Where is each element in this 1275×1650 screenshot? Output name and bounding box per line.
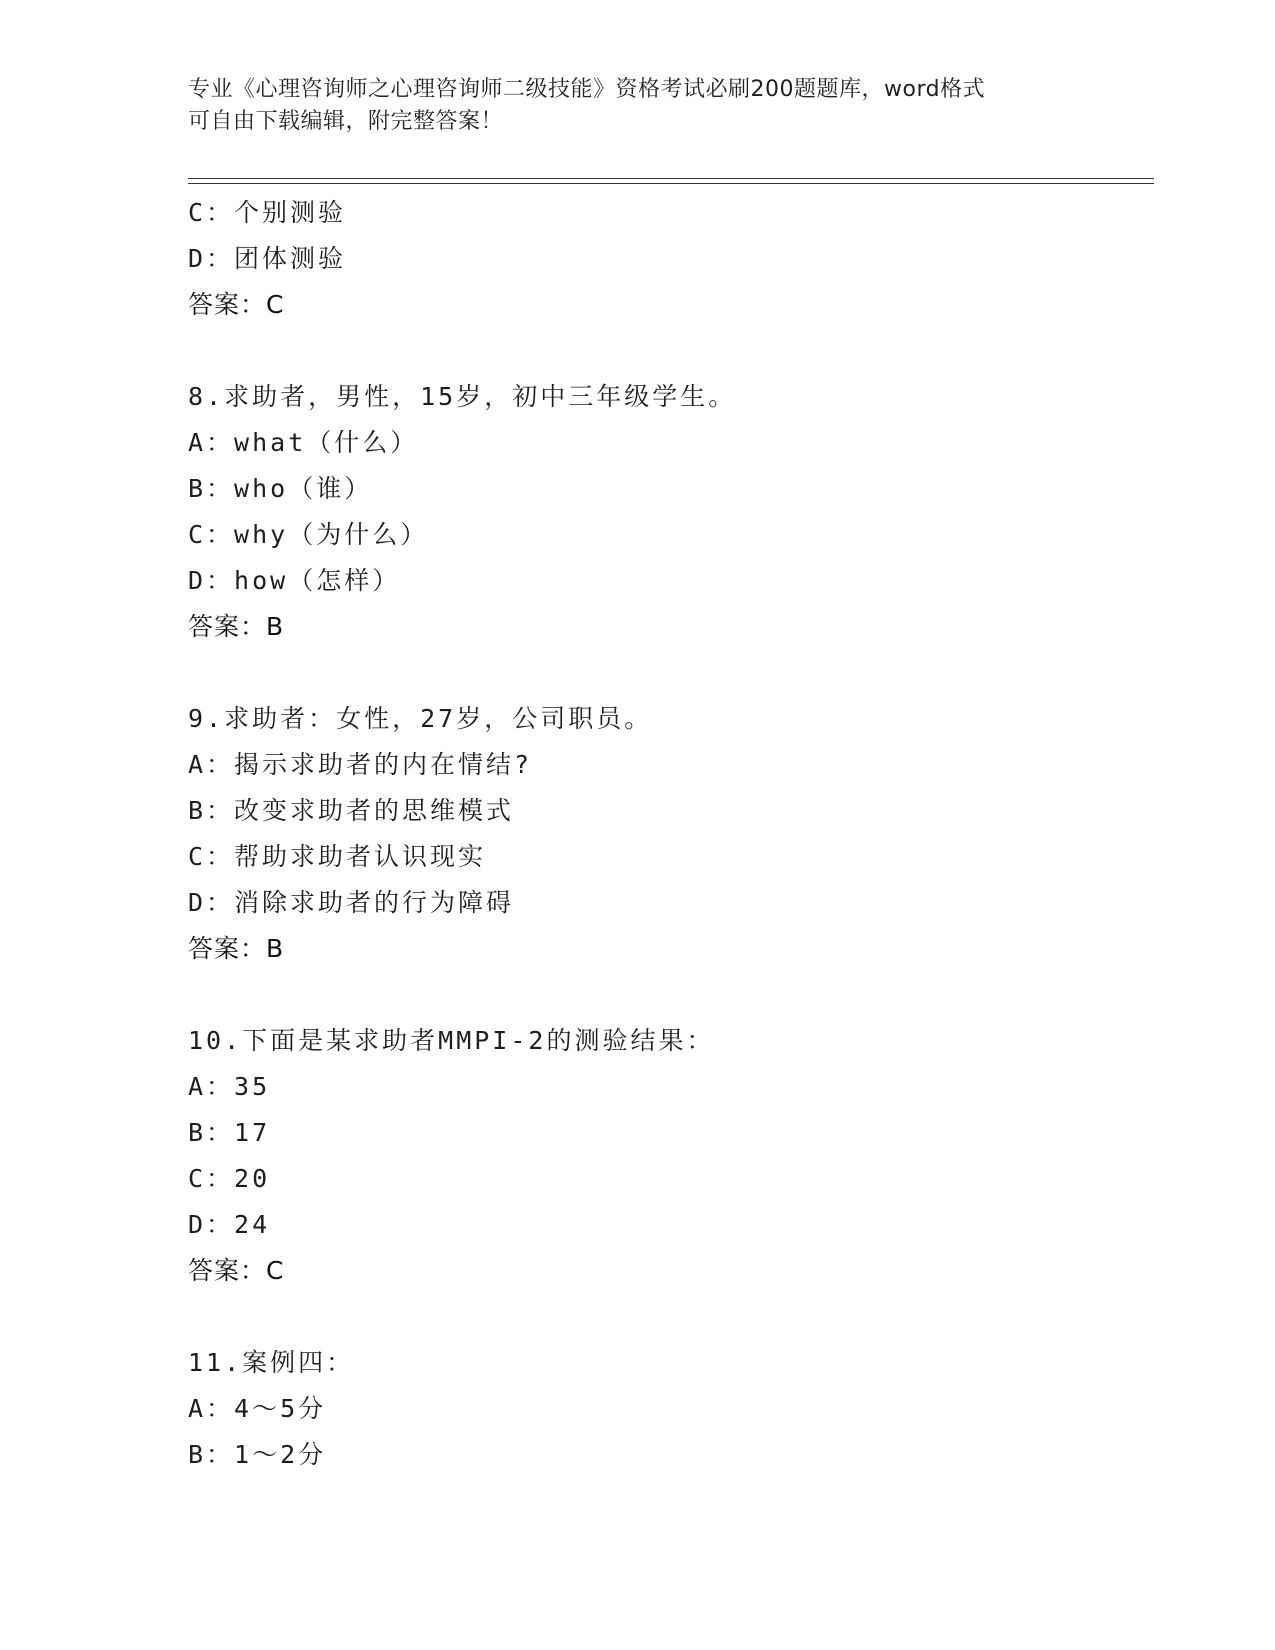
option-b: B：改变求助者的思维模式 [188, 796, 515, 825]
answer-line: 答案：C [188, 290, 285, 319]
option-c: C：20 [188, 1164, 271, 1193]
question-8 [188, 374, 1148, 650]
question-11 [188, 1340, 1148, 1478]
option-d: D：24 [188, 1210, 271, 1239]
answer-line: 答案：C [188, 1256, 285, 1285]
question-9 [188, 696, 1148, 972]
option-a: A：what（什么） [188, 428, 419, 457]
question-7 [188, 190, 1148, 328]
question-text: 11.案例四： [188, 1348, 355, 1377]
option-b: B：17 [188, 1118, 271, 1147]
answer-line: 答案：B [188, 612, 285, 641]
document-header [188, 74, 1088, 138]
option-d: D：团体测验 [188, 244, 347, 273]
answer-line: 答案：B [188, 934, 285, 963]
spacer [188, 328, 1148, 374]
header-divider-top [188, 178, 1154, 179]
option-c: C：个别测验 [188, 198, 347, 227]
option-a: A：4～5分 [188, 1394, 327, 1423]
option-d: D：how（怎样） [188, 566, 401, 595]
header-divider-bottom [188, 183, 1154, 184]
spacer [188, 972, 1148, 1018]
spacer [188, 1294, 1148, 1340]
question-list [188, 190, 1148, 1478]
spacer [188, 650, 1148, 696]
option-b: B：who（谁） [188, 474, 373, 503]
question-text: 9.求助者：女性，27岁，公司职员。 [188, 704, 653, 733]
option-b: B：1～2分 [188, 1440, 327, 1469]
option-d: D：消除求助者的行为障碍 [188, 888, 515, 917]
option-c: C：why（为什么） [188, 520, 429, 549]
question-text: 8.求助者，男性，15岁，初中三年级学生。 [188, 382, 737, 411]
option-c: C：帮助求助者认识现实 [188, 842, 487, 871]
header-line-1: 专业《心理咨询师之心理咨询师二级技能》资格考试必刷200题题库，word格式 [188, 77, 986, 102]
question-text: 10.下面是某求助者MMPI-2的测验结果： [188, 1026, 715, 1055]
option-a: A：35 [188, 1072, 271, 1101]
header-line-2: 可自由下载编辑，附完整答案！ [188, 109, 504, 134]
option-a: A：揭示求助者的内在情结? [188, 750, 533, 779]
question-10 [188, 1018, 1148, 1294]
